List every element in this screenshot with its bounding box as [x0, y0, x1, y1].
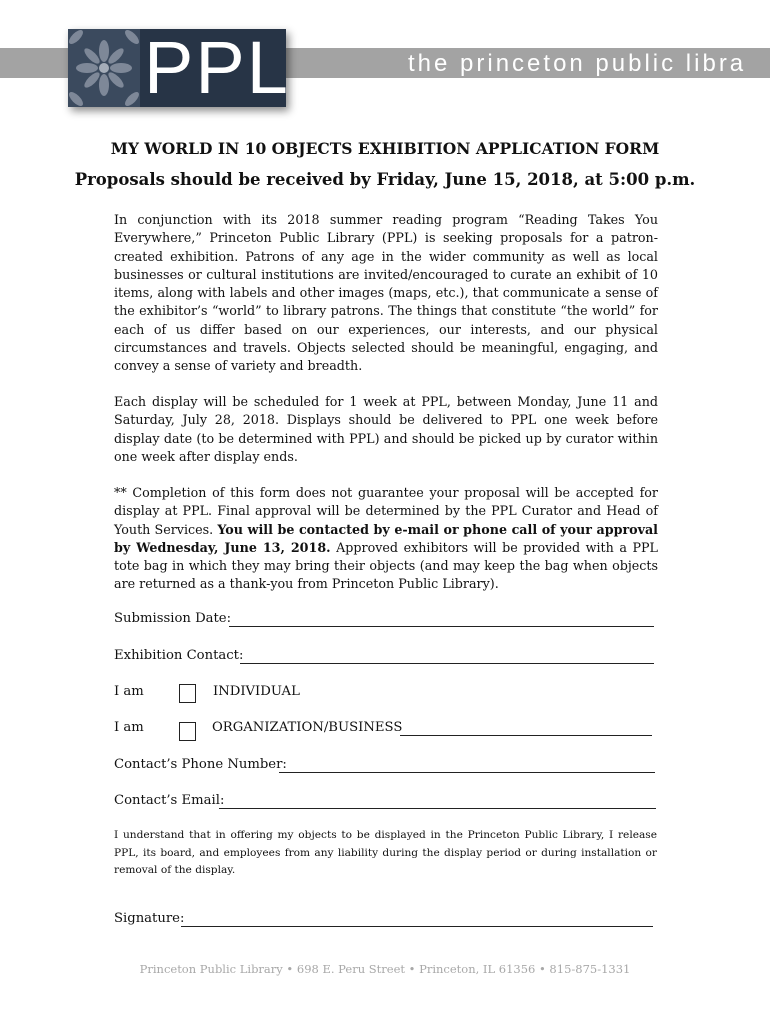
form-title: MY WORLD IN 10 OBJECTS EXHIBITION APPLICATION FORM: [110, 139, 660, 158]
signature-label: Signature:: [114, 911, 185, 926]
phone-number-field[interactable]: [279, 772, 655, 773]
submission-date-field[interactable]: [229, 626, 654, 627]
library-logo: [68, 26, 290, 109]
individual-checkbox[interactable]: [179, 684, 196, 703]
i-am-label-individual: I am: [114, 684, 144, 699]
schedule-paragraph: Each display will be scheduled for 1 week at PPL, between Monday, June 11 and Saturday, July 28, 2018. Displays should be delivered to PPL one week before display date (to be determined with PPL) and should be picked up by curator within one week after display ends.: [114, 394, 658, 464]
phone-number-label: Contact’s Phone Number:: [114, 757, 287, 772]
banner-tagline: the princeton public libra: [408, 50, 747, 77]
organization-name-field[interactable]: [400, 735, 652, 736]
liability-disclaimer: I understand that in offering my objects to be displayed in the Princeton Public Library, I release PPL, its board, and employees from any liability during the display period or during installation or removal of the display.: [114, 829, 657, 876]
organization-checkbox[interactable]: [179, 722, 196, 741]
submission-date-label: Submission Date:: [114, 611, 232, 626]
deadline-heading: Proposals should be received by Friday, June 15, 2018, at 5:00 p.m.: [74, 170, 696, 189]
approval-paragraph: [114, 484, 658, 594]
i-am-label-organization: I am: [114, 720, 144, 735]
email-field[interactable]: [219, 808, 656, 809]
exhibition-contact-field[interactable]: [240, 663, 654, 664]
intro-paragraph: In conjunction with its 2018 summer reading program “Reading Takes You Everywhere,” Princeton Public Library (PPL) is seeking proposals for a patron-created exhibition. Patrons of any age in the wider community as well as local businesses or cultural institutions are invited/encouraged to curate an exhibit of 10 items, along with labels and other images (maps, etc.), that communicate a sense of the exhibitor’s “world” to library patrons. The things that constitute “the world” for each of us differ based on our experiences, our interests, and our physical circumstances and travels. Objects selected should be meaningful, engaging, and convey a sense of variety and breadth.: [114, 212, 658, 374]
approval-contact-notice: You will be contacted by e-mail or phone call of your approval by Wednesday, June 13, 2018.: [114, 521, 659, 555]
signature-field[interactable]: [181, 926, 653, 927]
approval-text-start: ** Completion of this form does not guarantee your proposal will be accepted for display at PPL. Final approval will be determined by the PPL Curator and Head of Youth Services.: [114, 485, 658, 537]
email-label: Contact’s Email:: [114, 793, 225, 808]
logo-wordmark: PPL: [144, 26, 290, 109]
exhibition-contact-label: Exhibition Contact:: [114, 648, 244, 663]
individual-option-label: INDIVIDUAL: [213, 684, 300, 699]
organization-option-label: ORGANIZATION/BUSINESS: [212, 720, 403, 735]
library-address-footer: Princeton Public Library • 698 E. Peru Street • Princeton, IL 61356 • 815-875-1331: [139, 962, 631, 976]
approval-text-end: Approved exhibitors will be provided with a PPL tote bag in which they may bring their objects (and may keep the bag when objects are returned as a thank-you from Princeton Public Library).: [114, 539, 658, 592]
flower-pattern-icon: [68, 29, 140, 107]
